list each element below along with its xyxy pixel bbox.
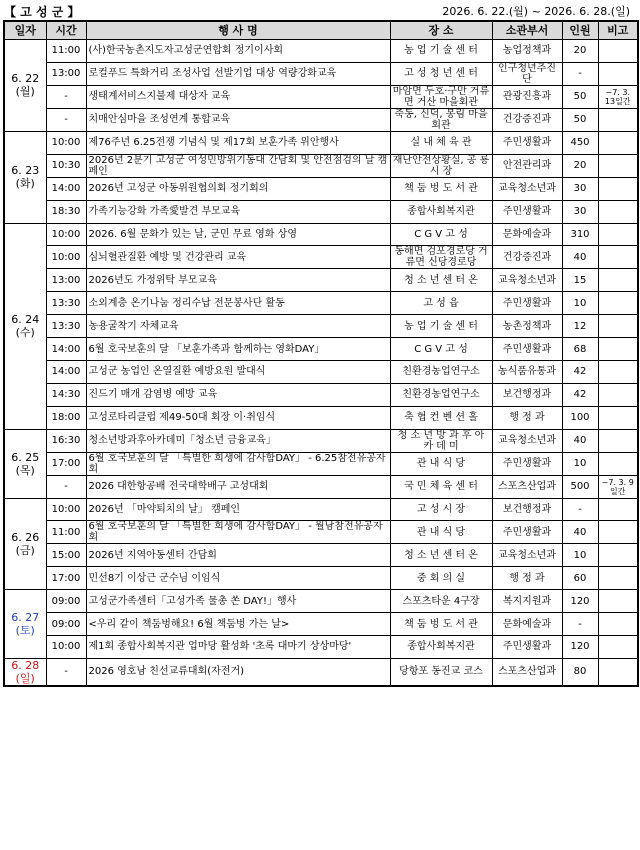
time-cell: 14:30 (46, 383, 86, 406)
table-row (4, 40, 638, 63)
table-row (4, 544, 638, 567)
note-cell (598, 108, 638, 131)
dept-cell: 주민생활과 (492, 200, 562, 223)
table-header-row (4, 21, 638, 40)
table-row (4, 246, 638, 269)
time-cell: 11:00 (46, 521, 86, 544)
note-cell (598, 658, 638, 686)
col-note: 비고 (598, 21, 638, 40)
place-cell: 농 업 기 술 센 터 (390, 40, 492, 63)
event-cell: 6월 호국보훈의 달 「보훈가족과 함께하는 영화DAY」 (86, 338, 390, 361)
dept-cell: 복지지원과 (492, 590, 562, 613)
people-cell: 40 (562, 246, 598, 269)
table-row (4, 613, 638, 636)
event-cell: 제76주년 6.25전쟁 기념식 및 제17회 보훈가족 위안행사 (86, 131, 390, 154)
event-cell: 고성군가족센터「고성가족 물총 쏜 DAY!」행사 (86, 590, 390, 613)
time-cell: 10:00 (46, 131, 86, 154)
place-cell: 친환경농업연구소 (390, 383, 492, 406)
event-cell: 2026 대한항공배 전국대학배구 고성대회 (86, 475, 390, 498)
time-cell: - (46, 85, 86, 108)
place-cell: 마암면 두호·구만 거류면 거산 마을회관 (390, 85, 492, 108)
note-cell (598, 131, 638, 154)
place-cell: 관 내 식 당 (390, 452, 492, 475)
time-cell: 10:30 (46, 154, 86, 177)
people-cell: 50 (562, 108, 598, 131)
people-cell: 42 (562, 361, 598, 384)
place-cell: 국 민 체 육 센 터 (390, 475, 492, 498)
place-cell: 재난안전상황실, 공 룡 시 장 (390, 154, 492, 177)
time-cell: 09:00 (46, 590, 86, 613)
event-cell: 6월 호국보훈의 달 「특별한 희생에 감사함DAY」 - 6.25참전유공자회 (86, 452, 390, 475)
place-cell: 동해면 검포경로당 거류면 신당경로당 (390, 246, 492, 269)
place-cell: 죽동, 신덕, 봉림 마을회관 (390, 108, 492, 131)
people-cell: 20 (562, 40, 598, 63)
note-cell (598, 498, 638, 521)
place-cell: 책 둠 벙 도 서 관 (390, 613, 492, 636)
note-cell (598, 315, 638, 338)
table-row (4, 567, 638, 590)
dept-cell: 교육청소년과 (492, 544, 562, 567)
time-cell: 14:00 (46, 338, 86, 361)
event-cell: 생태계서비스지불제 대상자 교육 (86, 85, 390, 108)
dept-cell: 교육청소년과 (492, 269, 562, 292)
table-row (4, 62, 638, 85)
note-cell (598, 636, 638, 659)
note-cell (598, 269, 638, 292)
dept-cell: 건강증진과 (492, 108, 562, 131)
col-date: 일자 (4, 21, 46, 40)
date-cell: 6. 26 (금) (4, 498, 46, 590)
place-cell: 관 내 식 당 (390, 521, 492, 544)
time-cell: 14:00 (46, 177, 86, 200)
people-cell: 50 (562, 85, 598, 108)
table-row (4, 223, 638, 246)
place-cell: 고 성 시 장 (390, 498, 492, 521)
people-cell: 68 (562, 338, 598, 361)
time-cell: 11:00 (46, 40, 86, 63)
place-cell: 실 내 체 육 관 (390, 131, 492, 154)
table-row (4, 200, 638, 223)
dept-cell: 주민생활과 (492, 636, 562, 659)
note-cell (598, 246, 638, 269)
event-cell: <우리 같이 책둠벙해요! 6월 책둠벙 가는 날> (86, 613, 390, 636)
place-cell: 당항포 동진교 코스 (390, 658, 492, 686)
dept-cell: 인구청년추진단 (492, 62, 562, 85)
dept-cell: 행 정 과 (492, 406, 562, 429)
date-cell: 6. 27 (토) (4, 590, 46, 659)
dept-cell: 행 정 과 (492, 567, 562, 590)
dept-cell: 주민생활과 (492, 521, 562, 544)
time-cell: 13:00 (46, 269, 86, 292)
table-row (4, 429, 638, 452)
table-row (4, 154, 638, 177)
time-cell: 18:00 (46, 406, 86, 429)
event-cell: 2026년 지역아동센터 간담회 (86, 544, 390, 567)
header (0, 0, 640, 20)
note-cell (598, 429, 638, 452)
people-cell: - (562, 613, 598, 636)
col-place: 장 소 (390, 21, 492, 40)
people-cell: 10 (562, 544, 598, 567)
people-cell: 15 (562, 269, 598, 292)
dept-cell: 농촌정책과 (492, 315, 562, 338)
table-row (4, 338, 638, 361)
place-cell: C G V 고 성 (390, 223, 492, 246)
table-row (4, 498, 638, 521)
table-row (4, 85, 638, 108)
people-cell: 30 (562, 177, 598, 200)
people-cell: 10 (562, 452, 598, 475)
event-cell: 민선8기 이상근 군수님 이임식 (86, 567, 390, 590)
date-cell: 6. 25 (목) (4, 429, 46, 498)
col-event: 행 사 명 (86, 21, 390, 40)
table-row (4, 315, 638, 338)
event-cell: 로컬푸드 특화거리 조성사업 선발기업 대상 역량강화교육 (86, 62, 390, 85)
people-cell: 30 (562, 200, 598, 223)
people-cell: 450 (562, 131, 598, 154)
note-cell (598, 200, 638, 223)
note-cell (598, 40, 638, 63)
dept-cell: 스포츠산업과 (492, 658, 562, 686)
note-cell (598, 292, 638, 315)
col-dept: 소관부서 (492, 21, 562, 40)
time-cell: - (46, 475, 86, 498)
time-cell: 10:00 (46, 498, 86, 521)
time-cell: 14:00 (46, 361, 86, 384)
time-cell: 13:00 (46, 62, 86, 85)
people-cell: 80 (562, 658, 598, 686)
event-cell: (사)한국농촌지도자고성군연합회 정기이사회 (86, 40, 390, 63)
table-row (4, 406, 638, 429)
time-cell: 10:00 (46, 246, 86, 269)
col-time: 시간 (46, 21, 86, 40)
place-cell: 청 소 년 센 터 온 (390, 269, 492, 292)
time-cell: - (46, 658, 86, 686)
place-cell: 종합사회복지관 (390, 200, 492, 223)
people-cell: 40 (562, 521, 598, 544)
dept-cell: 스포츠산업과 (492, 475, 562, 498)
place-cell: 청 소 년 방 과 후 아 카 데 미 (390, 429, 492, 452)
time-cell: 10:00 (46, 223, 86, 246)
date-cell: 6. 23 (화) (4, 131, 46, 223)
people-cell: 42 (562, 383, 598, 406)
dept-cell: 교육청소년과 (492, 429, 562, 452)
note-cell (598, 154, 638, 177)
time-cell: 17:00 (46, 452, 86, 475)
people-cell: 120 (562, 636, 598, 659)
note-cell: ~7. 3. 9일간 (598, 475, 638, 498)
note-cell (598, 613, 638, 636)
dept-cell: 보건행정과 (492, 383, 562, 406)
time-cell: - (46, 108, 86, 131)
place-cell: C G V 고 성 (390, 338, 492, 361)
event-cell: 가족기능강화 가족愛발견 부모교육 (86, 200, 390, 223)
event-cell: 청소년방과후아카데미「청소년 금융교육」 (86, 429, 390, 452)
people-cell: 20 (562, 154, 598, 177)
people-cell: - (562, 62, 598, 85)
place-cell: 중 회 의 실 (390, 567, 492, 590)
place-cell: 고 성 읍 (390, 292, 492, 315)
table-row (4, 292, 638, 315)
table-row (4, 108, 638, 131)
note-cell (598, 452, 638, 475)
dept-cell: 농식품유통과 (492, 361, 562, 384)
place-cell: 축 협 컨 벤 션 홀 (390, 406, 492, 429)
dept-cell: 주민생활과 (492, 338, 562, 361)
event-cell: 고성로타리클럽 제49-50대 회장 이·취임식 (86, 406, 390, 429)
event-cell: 2026 영호남 친선교류대회(자전거) (86, 658, 390, 686)
note-cell (598, 406, 638, 429)
event-cell: 진드기 매개 감염병 예방 교육 (86, 383, 390, 406)
event-cell: 2026년 고성군 아동위원협의회 정기회의 (86, 177, 390, 200)
date-cell: 6. 24 (수) (4, 223, 46, 429)
note-cell (598, 567, 638, 590)
event-cell: 소외계층 온기나눔 정리수납 전문봉사단 활동 (86, 292, 390, 315)
table-row (4, 521, 638, 544)
date-cell: 6. 28 (일) (4, 658, 46, 686)
note-cell (598, 361, 638, 384)
event-cell: 2026년도 가정위탁 부모교육 (86, 269, 390, 292)
event-cell: 2026. 6월 문화가 있는 날, 군민 무료 영화 상영 (86, 223, 390, 246)
people-cell: 10 (562, 292, 598, 315)
place-cell: 책 둠 벙 도 서 관 (390, 177, 492, 200)
table-row (4, 658, 638, 686)
dept-cell: 주민생활과 (492, 131, 562, 154)
people-cell: 40 (562, 429, 598, 452)
date-cell: 6. 22 (월) (4, 40, 46, 132)
region-title: 【 고 성 군 】 (4, 5, 80, 19)
col-people: 인원 (562, 21, 598, 40)
note-cell (598, 177, 638, 200)
people-cell: 120 (562, 590, 598, 613)
time-cell: 13:30 (46, 292, 86, 315)
note-cell (598, 544, 638, 567)
event-cell: 치매안심마을 조성연계 통합교육 (86, 108, 390, 131)
schedule-body (4, 40, 638, 686)
dept-cell: 보건행정과 (492, 498, 562, 521)
time-cell: 10:00 (46, 636, 86, 659)
table-row (4, 383, 638, 406)
time-cell: 13:30 (46, 315, 86, 338)
dept-cell: 관광진흥과 (492, 85, 562, 108)
table-row (4, 452, 638, 475)
table-row (4, 636, 638, 659)
time-cell: 15:00 (46, 544, 86, 567)
event-cell: 2026년 「마약퇴치의 날」 캠페인 (86, 498, 390, 521)
table-row (4, 361, 638, 384)
dept-cell: 농업정책과 (492, 40, 562, 63)
time-cell: 09:00 (46, 613, 86, 636)
table-row (4, 177, 638, 200)
event-cell: 2026년 2분기 고성군 여성민방위기동대 간담회 및 안전점검의 날 캠페인 (86, 154, 390, 177)
note-cell (598, 223, 638, 246)
time-cell: 18:30 (46, 200, 86, 223)
dept-cell: 교육청소년과 (492, 177, 562, 200)
event-cell: 제1회 종합사회복지관 업마당 활성화 '초록 대마기 상상마당' (86, 636, 390, 659)
schedule-period: 2026. 6. 22.(월) ~ 2026. 6. 28.(일) (442, 5, 630, 18)
note-cell: ~7. 3. 13일간 (598, 85, 638, 108)
schedule-table (3, 20, 639, 687)
event-cell: 고성군 농업인 온열질환 예방요원 발대식 (86, 361, 390, 384)
dept-cell: 안전관리과 (492, 154, 562, 177)
place-cell: 고 성 청 년 센 터 (390, 62, 492, 85)
people-cell: 12 (562, 315, 598, 338)
table-row (4, 131, 638, 154)
place-cell: 스포츠타운 4구장 (390, 590, 492, 613)
people-cell: 310 (562, 223, 598, 246)
time-cell: 16:30 (46, 429, 86, 452)
event-cell: 6월 호국보훈의 달 「특별한 희생에 감사함DAY」 - 월남참전유공자회 (86, 521, 390, 544)
people-cell: 100 (562, 406, 598, 429)
event-cell: 농용굴착기 자체교육 (86, 315, 390, 338)
place-cell: 종합사회복지관 (390, 636, 492, 659)
place-cell: 친환경농업연구소 (390, 361, 492, 384)
people-cell: 60 (562, 567, 598, 590)
note-cell (598, 590, 638, 613)
dept-cell: 건강증진과 (492, 246, 562, 269)
table-row (4, 475, 638, 498)
table-row (4, 590, 638, 613)
dept-cell: 문화예술과 (492, 613, 562, 636)
place-cell: 청 소 년 센 터 온 (390, 544, 492, 567)
table-row (4, 269, 638, 292)
time-cell: 17:00 (46, 567, 86, 590)
dept-cell: 주민생활과 (492, 292, 562, 315)
dept-cell: 주민생활과 (492, 452, 562, 475)
note-cell (598, 62, 638, 85)
note-cell (598, 383, 638, 406)
note-cell (598, 338, 638, 361)
people-cell: 500 (562, 475, 598, 498)
place-cell: 농 업 기 술 센 터 (390, 315, 492, 338)
note-cell (598, 521, 638, 544)
dept-cell: 문화예술과 (492, 223, 562, 246)
event-cell: 심뇌혈관질환 예방 및 건강관리 교육 (86, 246, 390, 269)
people-cell: - (562, 498, 598, 521)
